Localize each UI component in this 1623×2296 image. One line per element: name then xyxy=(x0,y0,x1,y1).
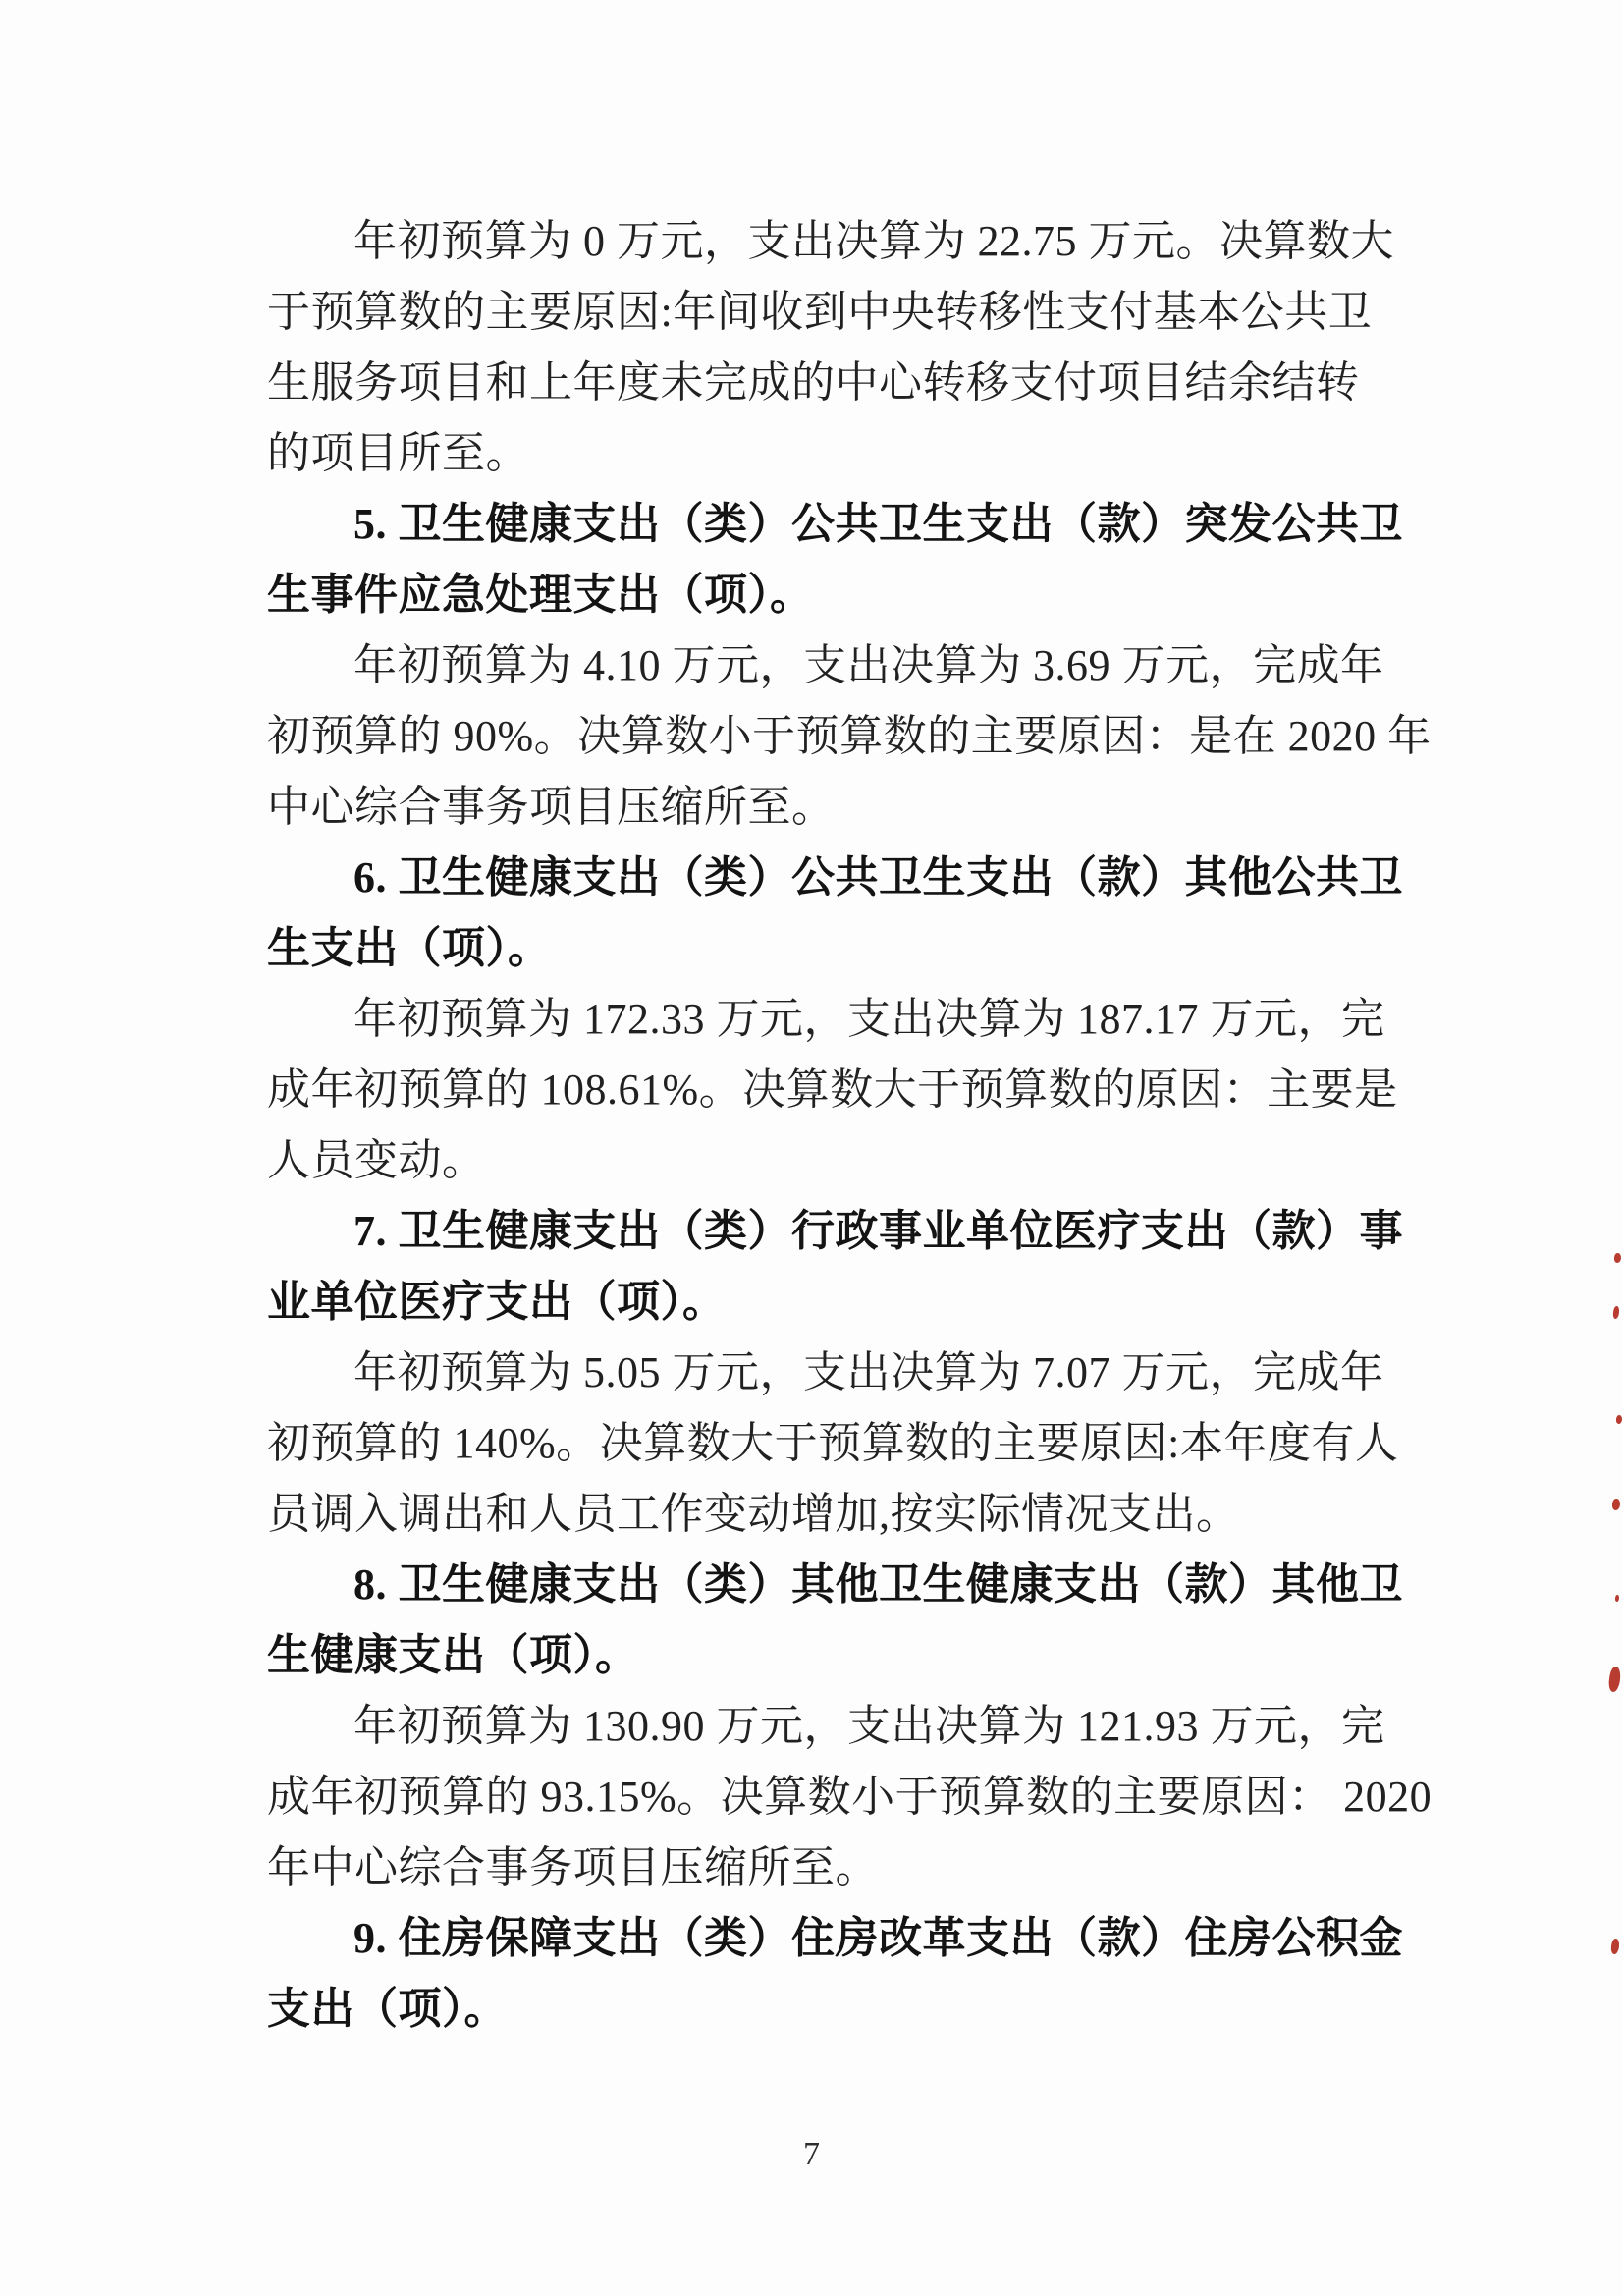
text-line: 初预算的 140%。决算数大于预算数的主要原因:本年度有人 xyxy=(267,1419,1399,1467)
text-line: 生支出（项）。 xyxy=(267,924,552,972)
paragraph-6-detail xyxy=(267,984,1406,1196)
text-line: 员调入调出和人员工作变动增加,按实际情况支出。 xyxy=(267,1490,1240,1538)
paragraph-5-detail xyxy=(267,630,1432,843)
paragraph-8-detail xyxy=(267,1691,1433,1903)
document-body xyxy=(267,206,1433,2045)
red-ink-speck xyxy=(1615,1595,1620,1602)
red-ink-speck xyxy=(1610,1939,1620,1955)
paragraph-4-detail xyxy=(267,206,1406,489)
red-ink-speck xyxy=(1615,1415,1622,1425)
section-heading-8 xyxy=(267,1550,1406,1691)
text-line: 6. 卫生健康支出（类）公共卫生支出（款）其他公共卫 xyxy=(353,853,1403,902)
text-line: 年初预算为 0 万元，支出决算为 22.75 万元。决算数大 xyxy=(353,217,1394,265)
section-heading-6 xyxy=(267,843,1406,984)
text-line: 年中心综合事务项目压缩所至。 xyxy=(267,1843,879,1891)
red-ink-speck xyxy=(1607,1666,1622,1692)
page-number: 7 xyxy=(803,2136,820,2172)
text-line: 年初预算为 4.10 万元，支出决算为 3.69 万元，完成年 xyxy=(353,641,1384,689)
text-line: 支出（项）。 xyxy=(267,1985,508,2033)
red-ink-speck xyxy=(1611,1499,1621,1511)
text-line: 5. 卫生健康支出（类）公共卫生支出（款）突发公共卫 xyxy=(353,500,1403,548)
text-line: 成年初预算的 93.15%。决算数小于预算数的主要原因： 2020 xyxy=(267,1773,1433,1821)
text-line: 年初预算为 130.90 万元，支出决算为 121.93 万元，完 xyxy=(353,1702,1385,1750)
section-heading-7 xyxy=(267,1196,1406,1338)
text-line: 年初预算为 5.05 万元，支出决算为 7.07 万元，完成年 xyxy=(353,1348,1384,1396)
red-ink-speck xyxy=(1613,1253,1621,1264)
text-line: 中心综合事务项目压缩所至。 xyxy=(267,783,836,831)
text-line: 9. 住房保障支出（类）住房改革支出（款）住房公积金 xyxy=(353,1914,1403,1962)
paragraph-7-detail xyxy=(267,1338,1406,1550)
section-heading-5 xyxy=(267,489,1406,630)
text-line: 的项目所至。 xyxy=(267,429,529,477)
text-line: 成年初预算的 108.61%。决算数大于预算数的原因：主要是 xyxy=(267,1066,1398,1114)
text-line: 于预算数的主要原因:年间收到中央转移性支付基本公共卫 xyxy=(267,288,1373,336)
text-line: 初预算的 90%。决算数小于预算数的主要原因：是在 2020 年 xyxy=(267,712,1432,760)
text-line: 业单位医疗支出（项）。 xyxy=(267,1278,727,1326)
text-line: 人员变动。 xyxy=(267,1136,486,1184)
text-line: 8. 卫生健康支出（类）其他卫生健康支出（款）其他卫 xyxy=(353,1560,1403,1609)
text-line: 7. 卫生健康支出（类）行政事业单位医疗支出（款）事 xyxy=(353,1207,1403,1255)
text-line: 年初预算为 172.33 万元，支出决算为 187.17 万元，完 xyxy=(353,995,1385,1043)
red-ink-speck xyxy=(1612,1306,1620,1320)
text-line: 生健康支出（项）。 xyxy=(267,1631,639,1679)
text-line: 生服务项目和上年度未完成的中心转移支付项目结余结转 xyxy=(267,358,1360,407)
section-heading-9 xyxy=(267,1903,1406,2045)
text-line: 生事件应急处理支出（项）。 xyxy=(267,571,814,619)
